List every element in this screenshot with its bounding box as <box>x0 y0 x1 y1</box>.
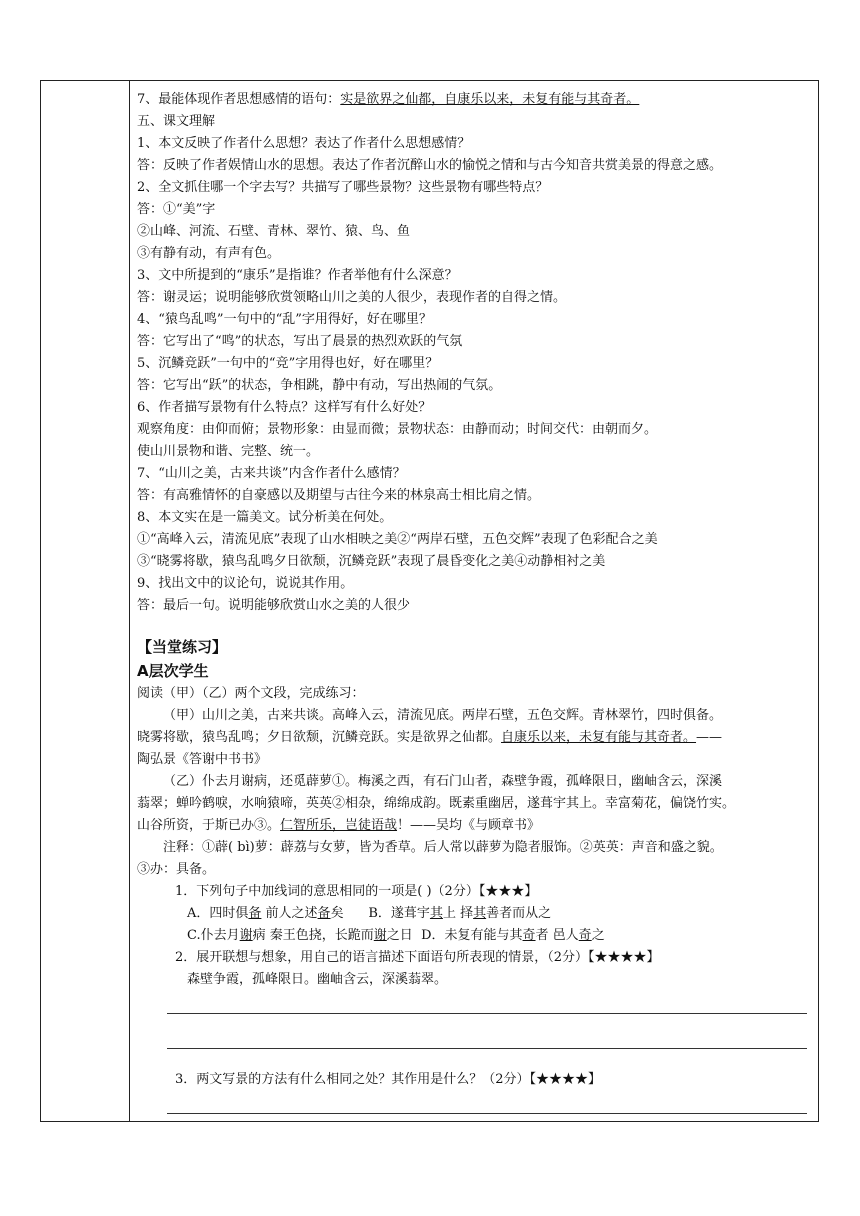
note-line: 4、“猿鸟乱鸣”一句中的“乱”字用得好，好在哪里？ <box>137 312 432 327</box>
question-2: 2．展开联想与想象，用自己的语言描述下面语句所表现的情景，（2分）【★★★★】 <box>175 950 660 965</box>
note-line: 答：反映了作者娱情山水的思想。表达了作者沉醉山水的愉悦之情和与古今知音共赏美景的得意之感。 <box>137 158 723 173</box>
notes-section <box>137 89 813 617</box>
note-line: ②山峰、河流、石壁、青林、翠竹、猿、鸟、鱼 <box>137 224 411 239</box>
note-line: 3、文中所提到的“康乐”是指谁？作者举他有什么深意？ <box>137 268 458 283</box>
note-line: ③“晓雾将歇，猿鸟乱鸣夕日欲颓，沉鳞竞跃”表现了晨昏变化之美④动静相衬之美 <box>137 554 606 569</box>
table-frame <box>40 80 819 1122</box>
question-1: 1．下列句子中加线词的意思相同的一项是( )（2分）【★★★】 <box>175 884 538 899</box>
note-line: 使山川景物和谐、完整、统一。 <box>137 444 320 459</box>
annotation: ③办：具备。 <box>137 862 216 877</box>
note-line: 答：①“美”字 <box>137 202 216 217</box>
note-line: 1、本文反映了作者什么思想？表达了作者什么思想感情？ <box>137 136 471 151</box>
passage-jia-source: 陶弘景《答谢中书书》 <box>137 752 268 767</box>
question-1-options-ab: A．四时俱备 前人之述备矣 B．遂葺宇其上 择其善者而从之 <box>187 906 552 921</box>
question-1-options-cd: C.仆去月谢病 秦王色挠，长跪而谢之日 D．未复有能与其奇者 邑人奇之 <box>187 928 605 943</box>
note-line: 2、全文抓住哪一个字去写？共描写了哪些景物？这些景物有哪些特点？ <box>137 180 549 195</box>
left-column <box>41 81 130 1121</box>
answer-line[interactable] <box>167 1113 807 1114</box>
passage-yi-line: 山谷所资，于斯已办③。仁智所乐，岂徒语哉！——吴均《与顾章书》 <box>137 818 541 833</box>
note-line: 答：最后一句。说明能够欣赏山水之美的人很少 <box>137 598 411 613</box>
note-line: 答：它写出了“鸣”的状态，写出了晨景的热烈欢跃的气氛 <box>137 334 463 349</box>
passage-jia-line: 晓雾将歇，猿鸟乱鸣；夕日欲颓，沉鳞竞跃。实是欲界之仙都。自康乐以来，未复有能与其奇者。—— <box>137 730 723 745</box>
passage-yi-line: 蓊翠；蝉吟鹤唳，水响猿啼，英英②相杂，绵绵成韵。既素重幽居，遂葺宇其上。幸富菊花，偏饶竹实。 <box>137 796 736 811</box>
question-2-text: 森壁争霞，孤峰限日。幽岫含云，深溪蓊翠。 <box>187 972 448 987</box>
practice-heading: 【当堂练习】 <box>137 638 228 656</box>
note-line: 答：有高雅情怀的自豪感以及期望与古往今来的林泉高士相比肩之情。 <box>137 488 541 503</box>
note-line: 7、最能体现作者思想感情的语句：实是欲界之仙都，自康乐以来，未复有能与其奇者。 <box>137 92 640 107</box>
note-line: ③有静有动，有声有色。 <box>137 246 281 261</box>
annotation: 注释：①薜( bì)萝：薜荔与女萝，皆为香草。后人常以薜萝为隐者服饰。②英英：声音和盛之貌。 <box>163 840 723 855</box>
note-line: 答：谢灵运；说明能够欣赏领略山川之美的人很少，表现作者的自得之情。 <box>137 290 567 305</box>
note-line: ①“高峰入云，清流见底”表现了山水相映之美②“两岸石壁，五色交辉”表现了色彩配合之美 <box>137 532 658 547</box>
note-line: 7、“山川之美，古来共谈”内含作者什么感情？ <box>137 466 406 481</box>
note-line: 6、作者描写景物有什么特点？这样写有什么好处？ <box>137 400 432 415</box>
passage-jia-line: （甲）山川之美，古来共谈。高峰入云，清流见底。两岸石壁，五色交辉。青林翠竹，四时俱备。 <box>163 708 723 723</box>
level-heading: A层次学生 <box>137 662 209 680</box>
note-line: 答：它写出“跃”的状态，争相跳，静中有动，写出热闹的气氛。 <box>137 378 502 393</box>
content-cell <box>137 89 813 1114</box>
note-line: 观察角度：由仰而俯；景物形象：由显而微；景物状态：由静而动；时间交代：由朝而夕。 <box>137 422 658 437</box>
question-3: 3．两文写景的方法有什么相同之处？其作用是什么？（2分）【★★★★】 <box>175 1072 602 1087</box>
note-line: 9、找出文中的议论句，说说其作用。 <box>137 576 354 591</box>
note-line: 5、沉鳞竞跃”一句中的“竞”字用得也好，好在哪里？ <box>137 356 439 371</box>
note-line: 五、课文理解 <box>137 114 216 129</box>
note-line: 8、本文实在是一篇美文。试分析美在何处。 <box>137 510 393 525</box>
passage-yi-line: （乙）仆去月谢病，还觅薜萝①。梅溪之西，有石门山者，森壁争霞，孤峰限日，幽岫含云，深溪 <box>163 774 723 789</box>
practice-intro: 阅读（甲）（乙）两个文段，完成练习： <box>137 686 365 701</box>
